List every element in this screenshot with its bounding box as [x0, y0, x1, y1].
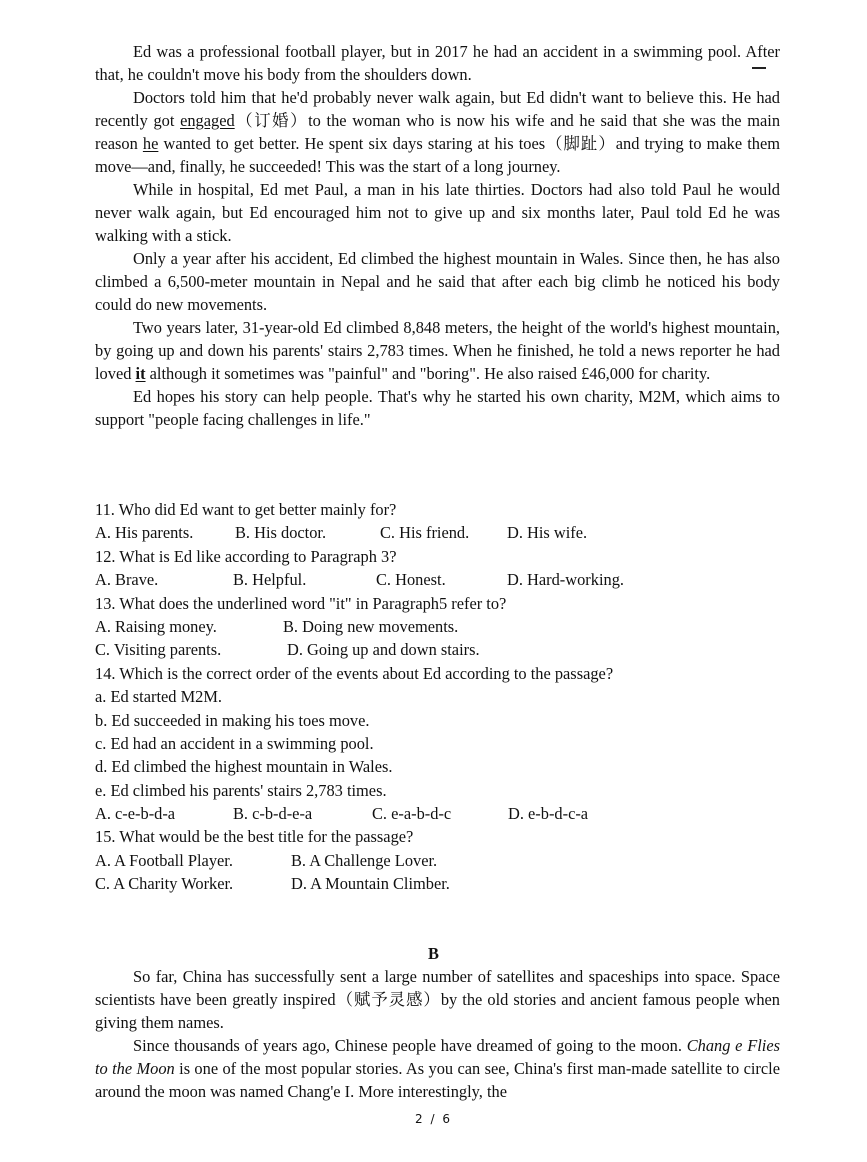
passage-b-p1-text-b: by the old stories and ancient famous people when giving them names.: [95, 990, 781, 1032]
paragraph-2-text-a: Doctors told him that he'd probably never walk again, but Ed didn't want to believe this. He had recently got: [95, 88, 780, 130]
q15-option-b: B. A Challenge Lover.: [291, 850, 438, 870]
passage-b-p1-text-a: So far, China has successfully sent a large number of satellites and spaceships into space. Space scientists have been greatly inspired: [95, 967, 780, 1009]
paragraph-2: [95, 86, 780, 178]
q11-option-d: D. His wife.: [507, 523, 588, 543]
section-b-heading: B: [428, 944, 439, 963]
paragraph-4: Only a year after his accident, Ed climbed the highest mountain in Wales. Since then, he has also climbed a 6,500-meter mountain in Nepal and he said that after each big climb he noticed his body could do new movements.: [95, 249, 780, 314]
paragraph-2-text-c: wanted to get better. He spent six days staring at his toes: [158, 134, 546, 153]
q15-option-c: C. A Charity Worker.: [95, 874, 234, 894]
question-13-options-row2: [95, 638, 780, 661]
question-15: 15. What would be the best title for the passage?: [95, 827, 414, 847]
passage-b-paragraph-2: [95, 1034, 780, 1103]
q14-option-b: B. c-b-d-e-a: [233, 804, 313, 824]
paragraph-5-text-b: although it sometimes was "painful" and "boring". He also raised £46,000 for charity.: [145, 364, 711, 383]
question-14-options: [95, 802, 780, 825]
paragraph-5: [95, 316, 780, 385]
q12-option-b: B. Helpful.: [233, 570, 307, 590]
q12-option-d: D. Hard-working.: [507, 570, 624, 590]
paragraph-6: Ed hopes his story can help people. That's why he started his own charity, M2M, which aims to support "people facing challenges in life.": [95, 387, 780, 429]
question-13-options-row1: [95, 615, 780, 638]
q11-option-b: B. His doctor.: [235, 523, 327, 543]
q14-event-e: e. Ed climbed his parents' stairs 2,783 times.: [95, 780, 387, 800]
question-15-options-row2: [95, 872, 780, 895]
q14-event-d: d. Ed climbed the highest mountain in Wales.: [95, 757, 393, 777]
paragraph-2-text-d: and trying to make them move—and, finally, he succeeded! This was the start of a long journey.: [95, 134, 780, 176]
q11-option-a: A. His parents.: [95, 523, 194, 543]
q13-option-a: A. Raising money.: [95, 616, 217, 636]
question-list: [95, 498, 780, 896]
q14-event-b: b. Ed succeeded in making his toes move.: [95, 710, 370, 730]
passage-b: [95, 965, 780, 1103]
pen-mark: [752, 67, 766, 69]
q15-option-d: D. A Mountain Climber.: [291, 874, 450, 894]
question-12-options: [95, 568, 780, 591]
q15-option-a: A. A Football Player.: [95, 850, 233, 870]
story-title: Chang e Flies to the Moon: [95, 1036, 780, 1078]
paragraph-1: Ed was a professional football player, but in 2017 he had an accident in a swimming pool. After that, he couldn't move his body from the shoulders down.: [95, 42, 780, 84]
underlined-it: it: [135, 364, 146, 383]
q14-event-c: c. Ed had an accident in a swimming pool.: [95, 733, 374, 753]
question-14: 14. Which is the correct order of the events about Ed according to the passage?: [95, 663, 614, 683]
question-13: 13. What does the underlined word "it" in Paragraph5 refer to?: [95, 593, 507, 613]
question-11: 11. Who did Ed want to get better mainly for?: [95, 500, 397, 519]
question-12: 12. What is Ed like according to Paragraph 3?: [95, 546, 397, 566]
q12-option-a: A. Brave.: [95, 570, 159, 590]
passage-b-p2-text-b: is one of the most popular stories. As you can see, China's first man-made satellite to circle around the moon was named Chang'e I. More interestingly, the: [95, 1059, 780, 1101]
gloss-toes: （脚趾）: [545, 134, 616, 153]
page-number: 2 / 6: [415, 1112, 452, 1126]
paragraph-5-text-a: Two years later, 31-year-old Ed climbed 8,848 meters, the height of the world's highest mountain, by going up and down his parents' stairs 2,783 times. When he finished, he told a news reporter he had loved: [95, 318, 780, 383]
underlined-engaged: engaged: [180, 111, 235, 130]
passage-b-paragraph-1: [95, 965, 780, 1034]
paragraph-3: While in hospital, Ed met Paul, a man in his late thirties. Doctors had also told Paul he would never walk again, but Ed encouraged him not to give up and six months later, Paul told Ed he was walking with a stick.: [95, 180, 780, 245]
q13-option-b: B. Doing new movements.: [283, 616, 459, 636]
q14-option-c: C. e-a-b-d-c: [372, 804, 452, 824]
gloss-engaged: （订婚）: [234, 111, 309, 130]
paragraph-2-text-b: to the woman who is now his wife and he said that she was the main reason: [95, 111, 781, 153]
gloss-inspired: （赋予灵感）: [335, 990, 441, 1009]
q11-option-c: C. His friend.: [380, 523, 470, 543]
passage-b-p2-text-a: Since thousands of years ago, Chinese people have dreamed of going to the moon.: [133, 1036, 687, 1055]
q14-option-d: D. e-b-d-c-a: [508, 804, 589, 824]
underlined-he: he: [142, 134, 159, 153]
q13-option-c: C. Visiting parents.: [95, 640, 222, 660]
q13-option-d: D. Going up and down stairs.: [287, 640, 480, 660]
q12-option-c: C. Honest.: [376, 570, 446, 590]
q14-event-a: a. Ed started M2M.: [95, 687, 223, 707]
question-11-options: [95, 521, 780, 544]
question-15-options-row1: [95, 849, 780, 872]
q14-option-a: A. c-e-b-d-a: [95, 804, 176, 824]
passage-a: [95, 40, 780, 431]
